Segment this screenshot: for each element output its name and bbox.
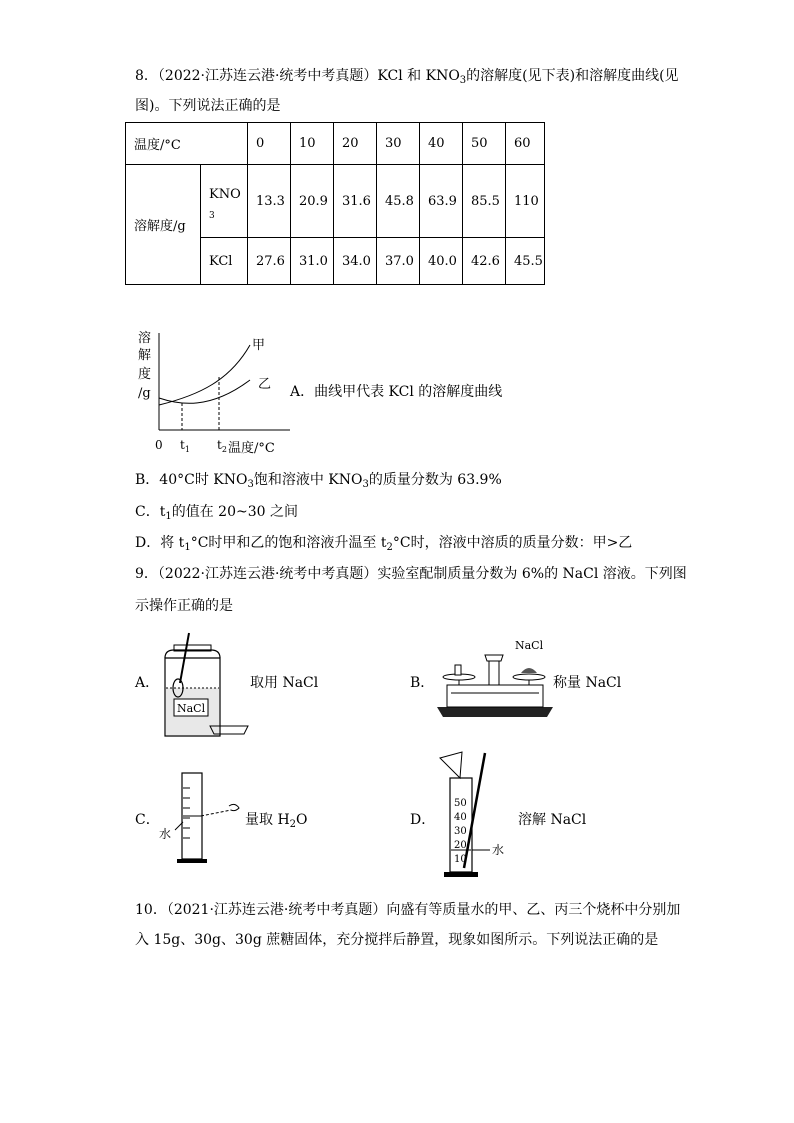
q10-stem-line1: 10．（2021·江苏连云港·统考中考真题）向盛有等质量水的甲、乙、丙三个烧杯中分别加 <box>135 902 681 918</box>
kcl-label-cell: KCl <box>201 238 248 285</box>
q9-b-text: 称量 NaCl <box>553 675 622 691</box>
t1-label: $t_1$ <box>180 438 190 454</box>
kcl-value: 27.6 <box>248 238 291 285</box>
kcl-value: 40.0 <box>420 238 463 285</box>
xlabel: 温度/°C <box>228 441 275 456</box>
q8-stem-line2: 图)。下列说法正确的是 <box>135 98 281 114</box>
d-tick-label: 30 <box>454 826 467 837</box>
temp-cell: 50 <box>463 123 506 165</box>
origin-label: 0 <box>155 438 163 452</box>
q10-stem-line2: 入 15g、30g、30g 蔗糖固体，充分搅拌后静置，现象如图所示。下列说法正确的是 <box>135 932 659 948</box>
q8-option-d: D．将 $t_1^\circ C$时甲和乙的饱和溶液升温至 $t_2^\circ C$时，溶液中溶质的质量分数：甲>乙 <box>135 535 633 553</box>
q9-c-letter: C． <box>135 812 160 828</box>
kcl-value: 45.5 <box>506 238 545 285</box>
temp-cell: 40 <box>420 123 463 165</box>
kno3-value: 45.8 <box>377 165 420 238</box>
weight <box>455 665 461 675</box>
kno3-value: 85.5 <box>463 165 506 238</box>
dissolve-cylinder-figure <box>430 750 510 885</box>
curve-yi-label: 乙 <box>258 377 272 392</box>
cylinder-reading-figure <box>155 768 255 868</box>
t2-label: $t_2$ <box>217 438 227 454</box>
q9-c-text: 量取 $H_2O$ <box>245 812 308 830</box>
solubility-curve-graph <box>130 325 295 460</box>
balance-figure <box>435 635 555 727</box>
solubility-table <box>125 122 545 285</box>
q9-a-letter: A． <box>135 675 160 691</box>
q9-stem-line2: 示操作正确的是 <box>135 598 233 614</box>
kcl-value: 37.0 <box>377 238 420 285</box>
stirring-rod <box>464 753 485 868</box>
kno3-value: 20.9 <box>291 165 334 238</box>
reagent-bottle-figure <box>160 628 250 740</box>
kcl-value: 34.0 <box>334 238 377 285</box>
d-tick-label: 50 <box>454 798 467 809</box>
c-water-label: 水 <box>159 827 172 841</box>
kno3-label-cell: KNO 3 <box>201 165 248 238</box>
d-tick-label: 10 <box>454 854 467 865</box>
q9-a-text: 取用 NaCl <box>250 675 319 691</box>
right-pan <box>513 674 545 680</box>
curve-jia <box>159 345 250 405</box>
balance-base <box>437 707 553 717</box>
ylabel-2: 解 <box>138 348 152 363</box>
q9-d-letter: D． <box>410 812 436 828</box>
nacl-pile <box>521 668 537 673</box>
temp-cell: 10 <box>291 123 334 165</box>
balance-pointer-top <box>485 655 503 661</box>
balance-body <box>447 685 543 707</box>
bottle-label-text: NaCl <box>177 702 206 715</box>
q9-stem-line1: 9．（2022·江苏连云港·统考中考真题）实验室配制质量分数为 6%的 NaCl 溶液。下列图 <box>135 566 687 582</box>
table-row <box>126 165 545 238</box>
d-tick-label: 20 <box>454 840 467 851</box>
temp-label-cell: 温度/°C <box>126 123 248 165</box>
temp-cell: 20 <box>334 123 377 165</box>
kno3-value: 110 <box>506 165 545 238</box>
cylinder-base <box>444 872 478 877</box>
q8-option-c: C．$t_1$的值在 20~30 之间 <box>135 504 298 522</box>
temp-cell: 30 <box>377 123 420 165</box>
ylabel-1: 溶 <box>138 331 152 346</box>
ylabel-3: 度 <box>138 367 152 382</box>
curve-jia-label: 甲 <box>252 338 266 353</box>
solubility-label-cell: 溶解度/g <box>126 165 201 285</box>
kno3-value: 13.3 <box>248 165 291 238</box>
kcl-value: 31.0 <box>291 238 334 285</box>
d-water-label: 水 <box>492 843 505 857</box>
paper-funnel <box>440 752 462 778</box>
q8-option-a: A．曲线甲代表 KCl 的溶解度曲线 <box>290 384 503 400</box>
d-tick-label: 40 <box>454 812 467 823</box>
balance-pan-label: NaCl <box>515 639 544 652</box>
q8-option-b: B．40°C时 $KNO_3$饱和溶液中 $KNO_3$的质量分数为 63.9% <box>135 472 502 490</box>
cylinder-base <box>177 859 207 863</box>
temp-cell: 0 <box>248 123 291 165</box>
table-row <box>126 123 545 165</box>
q8-stem-line1: 8．（2022·江苏连云港·统考中考真题）KCl 和 $KNO_3$的溶解度(见下表)和溶解度曲线(见 <box>135 68 679 86</box>
q9-d-text: 溶解 NaCl <box>518 812 587 828</box>
ylabel-4: /g <box>138 386 151 401</box>
kno3-value: 31.6 <box>334 165 377 238</box>
q9-b-letter: B． <box>410 675 435 691</box>
curve-yi <box>159 380 250 403</box>
kcl-value: 42.6 <box>463 238 506 285</box>
sight-line <box>201 810 231 816</box>
kno3-value: 63.9 <box>420 165 463 238</box>
temp-cell: 60 <box>506 123 545 165</box>
